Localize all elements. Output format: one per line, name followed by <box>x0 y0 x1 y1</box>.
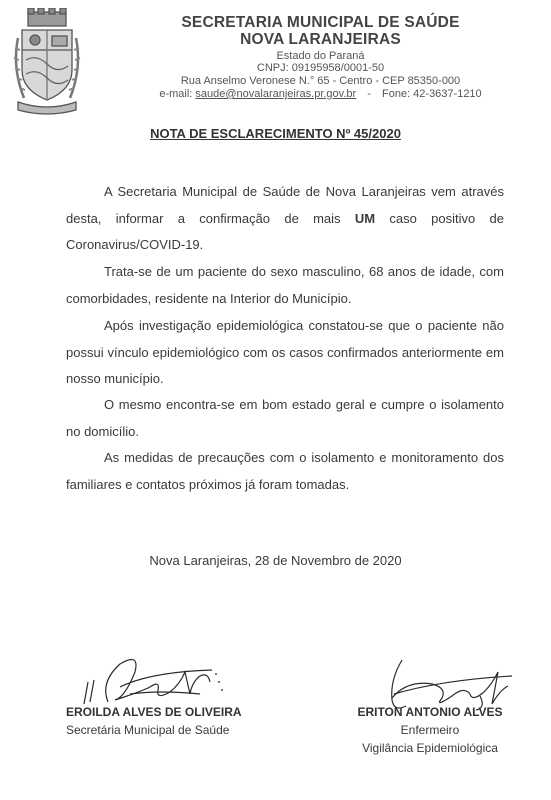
signature-left <box>80 642 230 712</box>
header-cnpj: CNPJ: 09195958/0001-50 <box>256 62 385 74</box>
header-address: Rua Anselmo Veronese N.° 65 - Centro - CEP 85350-000 <box>180 75 461 87</box>
contact-separator: - <box>367 88 371 100</box>
note-title: NOTA DE ESCLARECIMENTO Nº 45/2020 <box>150 126 401 141</box>
paragraph-1 <box>66 179 504 259</box>
signer-left-role: Secretária Municipal de Saúde <box>66 723 230 737</box>
paragraph-5-text: As medidas de precauções com o isolamento e monitoramento dos familiares e contatos próximos já foram tomadas. <box>66 450 504 492</box>
signature-left-block <box>66 703 286 739</box>
paragraph-1-bold: UM <box>354 210 376 226</box>
email-link[interactable]: saude@novalaranjeiras.pr.gov.br <box>195 88 357 100</box>
paragraph-3-text: Após investigação epidemiológica constatou-se que o paciente não possui vínculo epidemiológico com os casos confirmados anteriormente em nosso município. <box>66 318 504 386</box>
paragraph-2-text: Trata-se de um paciente do sexo masculino, 68 anos de idade, com comorbidades, residente na Interior do Município. <box>66 264 504 306</box>
paragraph-4-text: O mesmo encontra-se em bom estado geral e cumpre o isolamento no domicílio. <box>66 397 504 439</box>
phone-text: Fone: 42-3637-1210 <box>381 88 482 100</box>
paragraph-5 <box>66 445 504 498</box>
signer-right-name: ERITON ANTONIO ALVES <box>357 705 503 719</box>
signature-right-block <box>330 703 530 757</box>
date-line: Nova Laranjeiras, 28 de Novembro de 2020 <box>149 553 402 568</box>
paragraph-4 <box>66 392 504 445</box>
signer-right-department: Vigilância Epidemiológica <box>362 741 498 755</box>
coat-of-arms-icon <box>12 8 82 118</box>
paragraph-1-end: caso positivo de Coronavirus/COVID-19. <box>66 210 504 252</box>
email-label: e-mail: <box>159 88 193 100</box>
header-title: SECRETARIA MUNICIPAL DE SAÚDE <box>181 14 460 31</box>
signer-right-role: Enfermeiro <box>400 723 460 737</box>
paragraph-1-start: A Secretaria Municipal de Saúde de Nova Laranjeiras vem através desta, informar a confirmação de mais <box>66 184 504 226</box>
paragraph-2 <box>66 259 504 312</box>
header-state: Estado do Paraná <box>276 50 365 62</box>
header-contact <box>90 88 551 100</box>
signer-left-name: EROILDA ALVES DE OLIVEIRA <box>66 705 242 719</box>
header-subtitle: NOVA LARANJEIRAS <box>240 31 401 48</box>
paragraph-3 <box>66 313 504 393</box>
